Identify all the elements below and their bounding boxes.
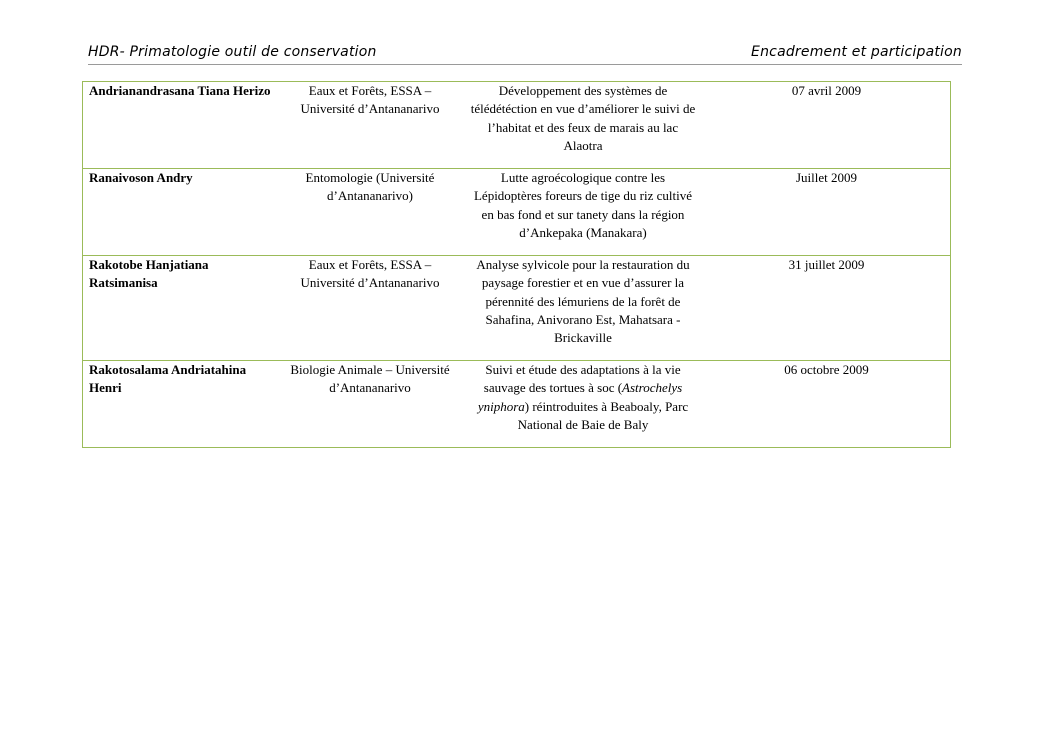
table-row <box>83 82 951 169</box>
thesis-title: Développement des systèmes de télédétéction en vue d’améliorer le suivi de l’habitat et des feux de marais au lac Alaotra <box>463 82 703 169</box>
institution: Eaux et Forêts, ESSA – Université d’Antananarivo <box>277 256 463 361</box>
thesis-title-part: ) réintroduites à Beaboaly, Parc National de Baie de Baly <box>517 398 689 432</box>
species-name: Astrochelys yniphora <box>477 380 683 414</box>
thesis-title: Lutte agroécologique contre les Lépidoptères foreurs de tige du riz cultivé en bas fond et sur tanety dans la région d’Ankepaka (Manakara) <box>463 169 703 256</box>
institution: Biologie Animale – Université d’Antananarivo <box>277 361 463 448</box>
student-name: Rakotosalama Andriatahina Henri <box>83 361 278 448</box>
defense-date: 31 juillet 2009 <box>703 256 951 361</box>
thesis-title: Analyse sylvicole pour la restauration du paysage forestier et en vue d’assurer la pérennité des lémuriens de la forêt de Sahafina, Anivorano Est, Mahatsara - Brickaville <box>463 256 703 361</box>
defense-date: Juillet 2009 <box>703 169 951 256</box>
thesis-title <box>463 361 703 448</box>
institution: Entomologie (Université d’Antananarivo) <box>277 169 463 256</box>
table-row <box>83 361 951 448</box>
defense-date: 07 avril 2009 <box>703 82 951 169</box>
header-section-title: Encadrement et participation <box>751 44 962 60</box>
defense-date: 06 octobre 2009 <box>703 361 951 448</box>
student-name: Andrianandrasana Tiana Herizo <box>83 82 278 169</box>
page-header <box>88 44 962 65</box>
table-row <box>83 169 951 256</box>
student-name: Rakotobe Hanjatiana Ratsimanisa <box>83 256 278 361</box>
supervision-table <box>82 81 951 448</box>
student-name: Ranaivoson Andry <box>83 169 278 256</box>
thesis-title-part: Suivi et étude des adaptations à la vie sauvage des tortues à soc ( <box>483 362 681 396</box>
table-row <box>83 256 951 361</box>
header-document-title: HDR- Primatologie outil de conservation <box>88 44 377 60</box>
institution: Eaux et Forêts, ESSA – Université d’Antananarivo <box>277 82 463 169</box>
